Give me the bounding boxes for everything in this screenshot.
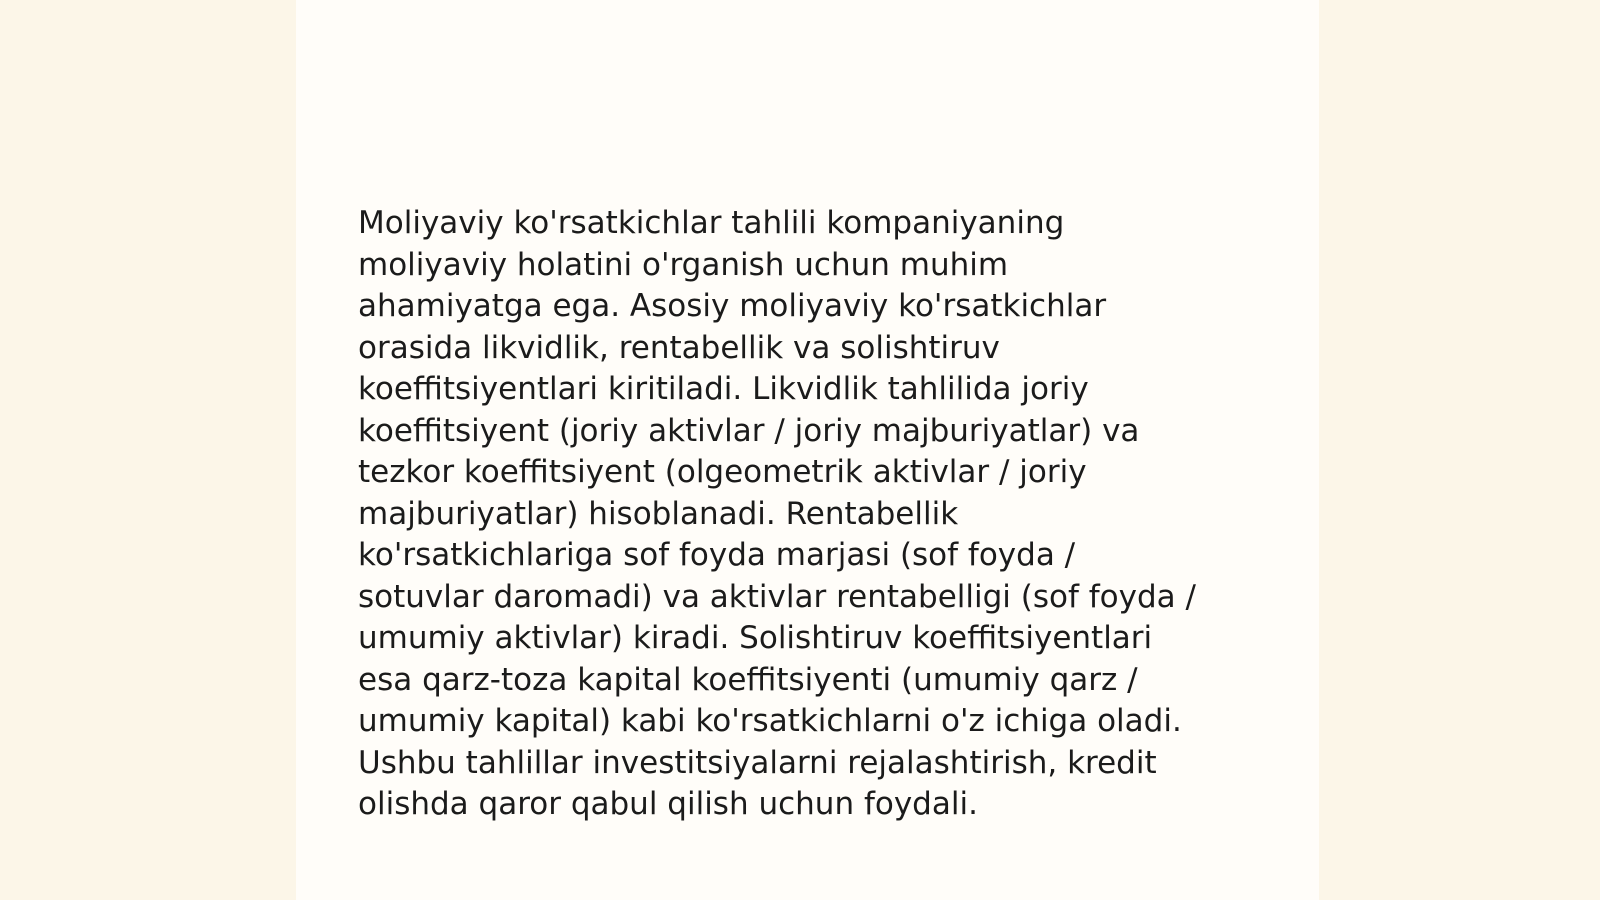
paragraph-line: majburiyatlar) hisoblanadi. Rentabellik bbox=[358, 495, 959, 532]
paragraph-line: koeffitsiyent (joriy aktivlar / joriy majburiyatlar) va bbox=[358, 412, 1140, 449]
paragraph-line: orasida likvidlik, rentabellik va solishtiruv bbox=[358, 329, 1000, 366]
paragraph-line: ko'rsatkichlariga sof foyda marjasi (sof foyda / bbox=[358, 537, 1076, 573]
document-page bbox=[296, 0, 1319, 900]
paragraph-line: tezkor koeffitsiyent (olgeometrik aktivlar / joriy bbox=[358, 454, 1087, 490]
body-paragraph bbox=[358, 203, 1258, 826]
paragraph-line: esa qarz-toza kapital koeffitsiyenti (umumiy qarz / bbox=[358, 661, 1138, 698]
paragraph-line: ahamiyatga ega. Asosiy moliyaviy ko'rsatkichlar bbox=[358, 288, 1107, 324]
paragraph-line: umumiy aktivlar) kiradi. Solishtiruv koeffitsiyentlari bbox=[358, 620, 1153, 656]
paragraph-line: Moliyaviy ko'rsatkichlar tahlili kompaniyaning bbox=[358, 205, 1065, 241]
paragraph-line: sotuvlar daromadi) va aktivlar rentabelligi (sof foyda / bbox=[358, 578, 1196, 615]
paragraph-line: moliyaviy holatini o'rganish uchun muhim bbox=[358, 246, 1009, 283]
paragraph-line: umumiy kapital) kabi ko'rsatkichlarni o'z ichiga oladi. bbox=[358, 703, 1182, 739]
paragraph-line: koeffitsiyentlari kiritiladi. Likvidlik tahlilida joriy bbox=[358, 371, 1089, 407]
paragraph-line: Ushbu tahlillar investitsiyalarni rejalashtirish, kredit bbox=[358, 744, 1157, 781]
paragraph-line: olishda qaror qabul qilish uchun foydali. bbox=[358, 786, 978, 822]
